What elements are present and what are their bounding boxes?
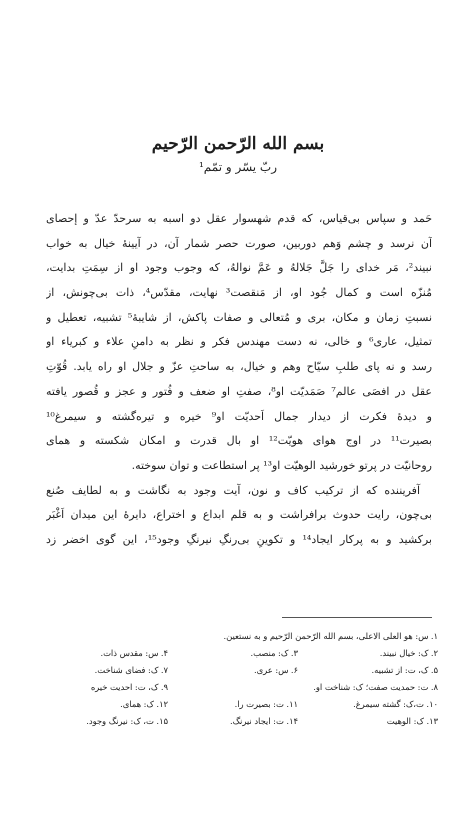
footnote-11: ۱۱. ت: بصیرت را.: [234, 699, 298, 709]
footnote-7: ۷. ک: فضای شناخت.: [94, 665, 168, 675]
text-line: مُنزّه است و کمال جُود او، از مَنقصت³ نهایت، مقدّس⁴، ذات بی‌چونش، از: [46, 286, 432, 300]
text-line: روحانیّت در پرتو خورشید الوهیّت او¹³ پر استطاعت و توان سوخته.: [131, 458, 432, 472]
page-title: بسم الله الرّحمن الرّحیم: [151, 134, 325, 154]
footnote-15: ۱۵. ت، ک: نیرنگ وجود.: [86, 716, 168, 726]
text-line: بصیرت¹¹ در اوج هوای هویّت¹² او بال قدرت و امکان شکسته و همای: [46, 434, 432, 448]
text-line: آن نرسد و چشم وَهم دوربین، صورت حصر شمار آن، در آیینهٔ خیال به خواب: [46, 236, 432, 250]
footnote-14: ۱۴. ت: ایجاد نیرنگ.: [229, 716, 298, 726]
footnote-3: ۳. ک: منصب.: [250, 648, 298, 658]
footnote-8: ۸. ت: حمدیت صفت؛ ک: شناخت او.: [313, 682, 438, 692]
text-line: عقل در افصَی عالم⁷ صَمَدیّت او⁸، صفتِ او ضعف و فُتور و عجز و قُصور یافته: [46, 384, 432, 398]
footnote-divider: [282, 617, 432, 618]
footnote-5: ۵. ک، ت: از تشبیه.: [371, 665, 438, 675]
footnote-row: [46, 645, 438, 662]
text-line: آفریننده که از ترکیب کاف و نون، آیت وجود به نگاشت و به لطایف صُنع: [46, 483, 420, 497]
text-line: حَمد و سپاس بی‌قیاس، که قدم شهسوار عقل دو اسبه به سرحدّ عدّ و إحصای: [46, 212, 432, 225]
page-subtitle: ربّ یسّر و تمّم¹: [198, 160, 278, 174]
footnote-row: [46, 628, 438, 645]
text-line: و دیدهٔ فکرت از دیدار جمال اَحدیّت او⁹ خیره و تیره‌گشته و سیمرغ¹⁰: [46, 409, 432, 423]
main-text: [46, 207, 432, 553]
footnote-row: [46, 713, 438, 730]
text-line: نسبتِ زمان و مکان، بری و مُتعالی و صفات پاکش، از شایبهٔ⁵ تشبیه، تعطیل و: [46, 310, 432, 324]
footnote-6: ۶. س: عری.: [254, 665, 298, 675]
text-line: برکشید و به پرکار ایجاد¹⁴ و تکوینِ بی‌رنگِ نیرنگِ وجود¹⁵، این گوی اخضر زد: [46, 532, 432, 546]
footnote-12: ۱۲. ک: همای.: [120, 699, 168, 709]
footnotes: [46, 628, 438, 730]
footnote-9: ۹. ک، ت: احدیت خیره: [90, 682, 168, 692]
text-line: تمثیل، عاری⁶ و خالی، نه دست مهندس فکر و نظر به دامنِ علاء و کبریاء او: [46, 335, 432, 349]
footnote-row: [46, 662, 438, 679]
footnote-10: ۱۰. ت،ک: گشته سیمرغ.: [353, 699, 438, 709]
text-line: نبیند²، مَر خدای را جَلَّ جَلالهُ و عَمَّ نوالهُ، که وجوب وجود او از سِمَتِ بدایت،: [46, 261, 432, 275]
footnote-row: [46, 696, 438, 713]
footnote-1: ۱. س: هو العلی الاعلی، بسم الله الرّحمن الرّحیم و به نستعین.: [223, 631, 438, 641]
footnote-13: ۱۳. ک: الوهیت: [386, 716, 438, 726]
footnote-2: ۲. ک: خیال نبیند.: [379, 648, 438, 658]
text-line: رسد و نه پای طلبِ سیّاح وهم و خیال، به ساحتِ عزّ و جلال او راه یابد. قُوّتِ: [46, 360, 432, 374]
text-line: بی‌چون، رایت حدوث برافراشت و به قلم ابداع و اختراع، دایرهٔ این میدان اَغْبَر: [46, 508, 432, 522]
footnote-row: [46, 679, 438, 696]
footnote-4: ۴. س: مقدس ذات.: [100, 648, 168, 658]
